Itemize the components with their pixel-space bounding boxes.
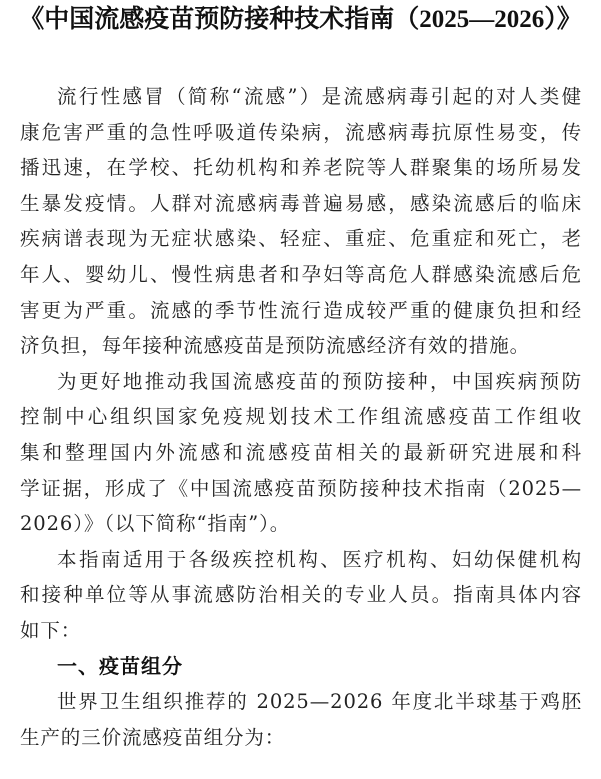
text-line: 疾病谱表现为无症状感染、轻症、重症、危重症和死亡，老: [20, 227, 582, 251]
paragraph-intro-2: [20, 364, 582, 542]
text-line: 生产的三价流感疫苗组分为：: [20, 725, 286, 749]
text-line: 本指南适用于各级疾控机构、医疗机构、妇幼保健机构: [57, 547, 582, 571]
text-line: 世界卫生组织推荐的 2025—2026 年度北半球基于鸡胚: [57, 690, 582, 714]
text-line: 和接种单位等从事流感防治相关的专业人员。指南具体内容: [20, 583, 582, 607]
paragraph-intro-1: [20, 79, 582, 364]
text-line: 年人、婴幼儿、慢性病患者和孕妇等高危人群感染流感后危: [20, 262, 582, 286]
paragraph-intro-3: [20, 542, 582, 649]
text-line: 生暴发疫情。人群对流感病毒普遍易感，感染流感后的临床: [20, 191, 582, 215]
text-line: 康危害严重的急性呼吸道传染病，流感病毒抗原性易变，传: [20, 120, 582, 144]
text-line: 害更为严重。流感的季节性流行造成较严重的健康负担和经: [20, 298, 582, 322]
text-line: 为更好地推动我国流感疫苗的预防接种，中国疾病预防: [57, 369, 582, 393]
text-line: 2026）》（以下简称“指南”）。: [20, 512, 291, 536]
document-title: 《中国流感疫苗预防接种技术指南（2025—2026）》: [19, 6, 582, 33]
paragraph-section-1: [20, 684, 582, 755]
text-line: 济负担，每年接种流感疫苗是预防流感经济有效的措施。: [20, 334, 531, 358]
text-line: 如下：: [20, 618, 82, 642]
text-line: 控制中心组织国家免疫规划技术工作组流感疫苗工作组收: [20, 405, 582, 429]
text-line: 播迅速，在学校、托幼机构和养老院等人群聚集的场所易发: [20, 156, 582, 180]
section-heading-vaccine-components: 一、疫苗组分: [57, 653, 183, 678]
text-line: 学证据，形成了《中国流感疫苗预防接种技术指南（2025—: [20, 476, 582, 500]
text-line: 集和整理国内外流感和流感疫苗相关的最新研究进展和科: [20, 440, 582, 464]
document-body: [20, 79, 582, 755]
text-line: 流行性感冒（简称“流感”）是流感病毒引起的对人类健: [57, 85, 582, 108]
